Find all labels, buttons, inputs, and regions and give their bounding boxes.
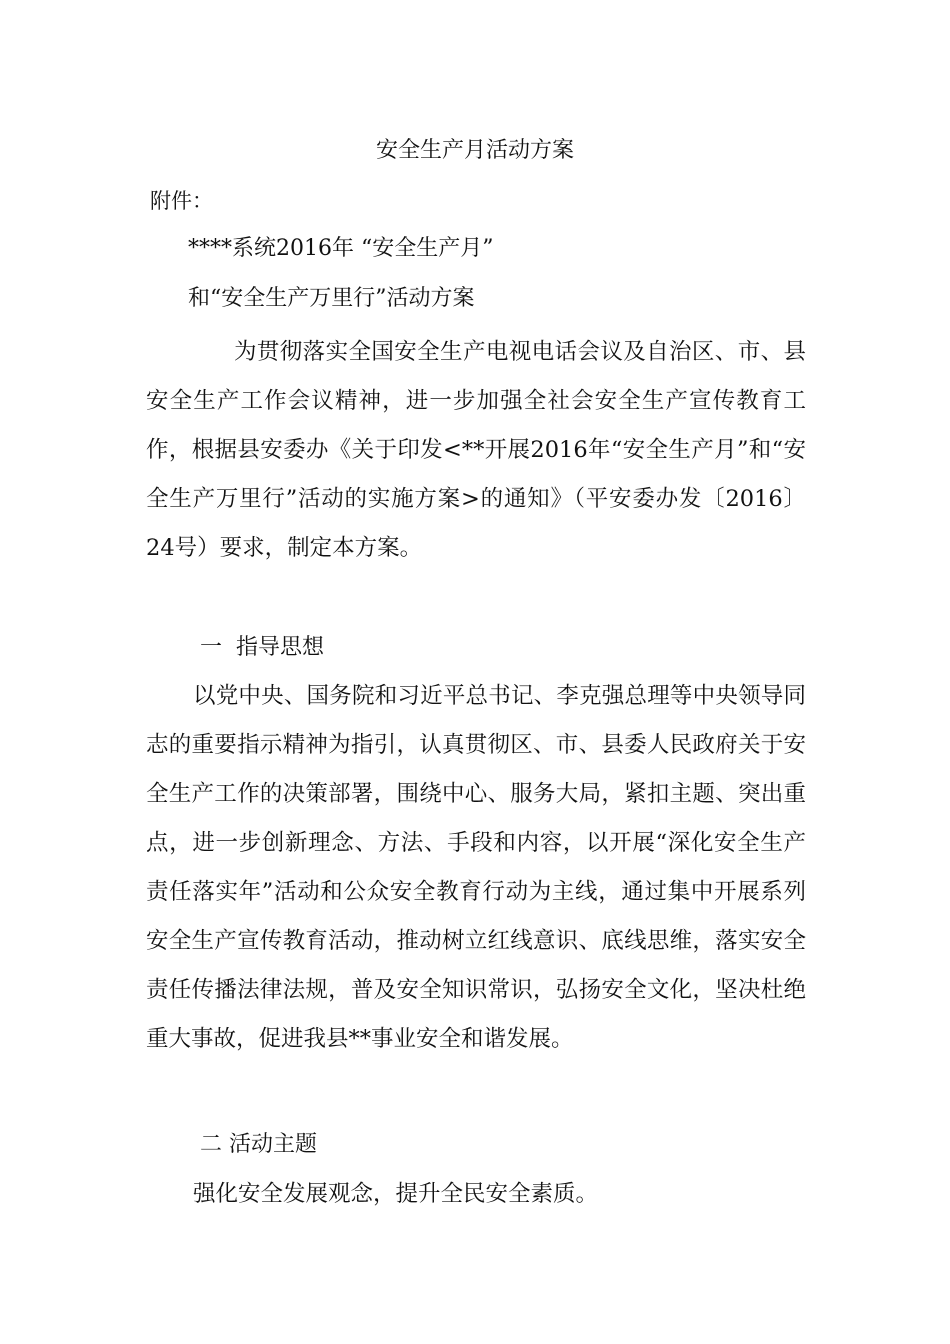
document-title: 安全生产月活动方案 [375, 138, 574, 163]
attachment-label: 附件： [150, 189, 213, 213]
section-heading-activity-theme: 二 活动主题 [200, 1132, 317, 1157]
section-heading-guiding-thought: 一 指导思想 [200, 635, 324, 660]
intro-paragraph: 为贯彻落实全国安全生产电视电话会议及自治区、市、县安全生产工作会议精神，进一步加强全社会安全生产宣传教育工作，根据县安委办《关于印发<**开展2016年“安全生产月”和“安全生产万里行”活动的实施方案>的通知》（平安委办发〔2016〕24号）要求，制定本方案。 [146, 339, 806, 561]
section-content-guiding-thought: 以党中央、国务院和习近平总书记、李克强总理等中央领导同志的重要指示精神为指引，认真贯彻区、市、县委人民政府关于安全生产工作的决策部署，围绕中心、服务大局，紧扣主题、突出重点，进一步创新理念、方法、手段和内容，以开展“深化安全生产责任落实年”活动和公众安全教育行动为主线，通过集中开展系列安全生产宣传教育活动，推动树立红线意识、底线思维，落实安全责任传播法律法规，普及安全知识常识，弘扬安全文化，坚决杜绝重大事故，促进我县**事业安全和谐发展。 [146, 683, 806, 1052]
subtitle-line-1: ****系统2016年 “安全生产月” [188, 236, 494, 261]
subtitle-line-2: 和“安全生产万里行”活动方案 [188, 286, 475, 311]
section-content-activity-theme: 强化安全发展观念，提升全民安全素质。 [193, 1181, 599, 1207]
